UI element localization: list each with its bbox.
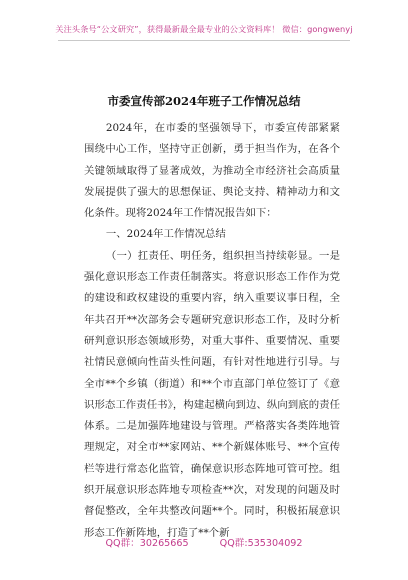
section-heading: 一、2024年工作情况总结 <box>105 228 226 241</box>
body-paragraph: （一）扛责任、明任务，组织担当持续彰显。一是强化意识形态工作责任制落实。将意识形态工作作为党的建设和政权建设的重要内容，纳入重要议事日程，全年共召开**次部务会专题研究意识形态工作，及时分析研判意识形态领域形势，对重大事件、重要情况、重要社情民意倾向性苗头性问题，有针对性地进行引导。与全市**个乡镇（街道）和**个市直部门单位签订了《意识形态工作责任书》，构建起横向到边、纵向到底的责任体系。二是加强阵地建设与管理。严格落实各类阵地管理规定，对全市**家网站、**个新媒体账号、**个宣传栏等进行常态化监管，确保意识形态阵地可管可控。组织开展意识形态阵地专项检查**次，对发现的问题及时督促整改，全年共整改问题**个。同时，积极拓展意识形态工作新阵地，打造了**个新 <box>84 249 340 539</box>
footer-qq-group-2: QQ群:535304092 <box>219 538 303 549</box>
header-promo-note: 关注头条号“公文研究”，获得最新最全最专业的公文资料库！ 微信：gongwenyj <box>55 24 353 34</box>
document-body <box>84 118 340 544</box>
intro-paragraph: 2024年，在市委的坚强领导下，市委宣传部紧紧围绕中心工作，坚持守正创新，勇于担当作为，在各个关键领域取得了显著成效，为推动全市经济社会高质量发展提供了强大的思想保证、舆论支持、精神动力和文化条件。现将2024年工作情况报告如下： <box>84 122 340 220</box>
header-divider <box>58 40 350 41</box>
footer-contact <box>0 535 408 549</box>
document-title: 市委宣传部2024年班子工作情况总结 <box>107 94 301 108</box>
footer-qq-group-1: QQ群：30265665 <box>105 538 189 549</box>
